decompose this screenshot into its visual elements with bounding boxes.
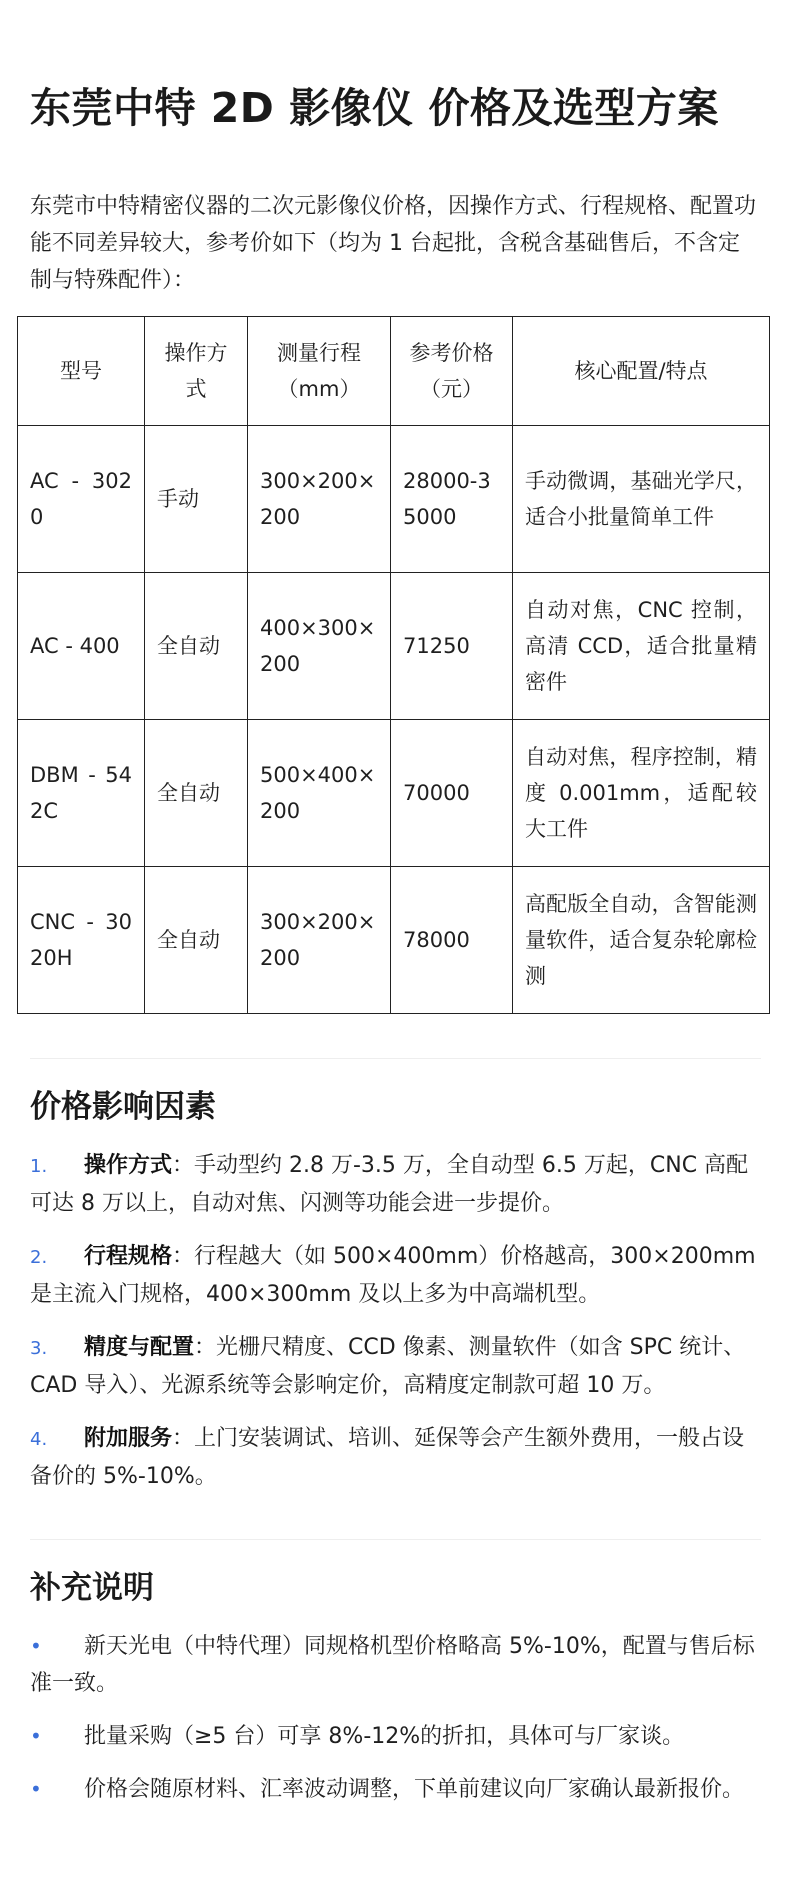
- cell-stroke: 400×300×200: [248, 573, 391, 720]
- section-divider: [30, 1539, 761, 1540]
- header-price: 参考价格（元）: [391, 317, 513, 426]
- intro-paragraph: 东莞市中特精密仪器的二次元影像仪价格，因操作方式、行程规格、配置功能不同差异较大，参考价如下（均为 1 台起批，含税含基础售后，不含定制与特殊配件）：: [30, 194, 757, 293]
- header-model: 型号: [18, 317, 145, 426]
- bullet-icon: •: [30, 1777, 42, 1801]
- cell-mode: 全自动: [145, 867, 248, 1014]
- cell-stroke: 300×200×200: [248, 867, 391, 1014]
- page-title: 东莞中特 2D 影像仪 价格及选型方案: [30, 84, 719, 132]
- header-feature: 核心配置/特点: [513, 317, 770, 426]
- cell-price: 71250: [391, 573, 513, 720]
- list-item: [30, 1147, 761, 1222]
- list-number: 4.: [30, 1429, 48, 1450]
- cell-mode: 全自动: [145, 573, 248, 720]
- header-stroke: 测量行程（mm）: [248, 317, 391, 426]
- cell-model: DBM - 542C: [18, 720, 145, 867]
- cell-price: 70000: [391, 720, 513, 867]
- bullet-icon: •: [30, 1634, 42, 1658]
- factor-term: 行程规格: [84, 1244, 173, 1269]
- list-item: [30, 1238, 761, 1313]
- list-item: [30, 1329, 761, 1404]
- factor-text: ：上门安装调试、培训、延保等会产生额外费用，一般占设备价的 5%-10%。: [30, 1426, 745, 1489]
- list-item: [30, 1628, 761, 1702]
- table-row: [18, 573, 770, 720]
- price-table-wrapper: [17, 316, 769, 1014]
- factors-list: [30, 1147, 761, 1495]
- table-row: [18, 720, 770, 867]
- factor-term: 附加服务: [84, 1426, 173, 1451]
- factor-term: 精度与配置: [84, 1335, 195, 1360]
- factor-term: 操作方式: [84, 1153, 173, 1178]
- list-item: [30, 1420, 761, 1495]
- header-mode: 操作方式: [145, 317, 248, 426]
- cell-feature: 高配版全自动，含智能测量软件，适合复杂轮廓检测: [513, 867, 770, 1014]
- notes-list: [30, 1628, 761, 1808]
- cell-mode: 全自动: [145, 720, 248, 867]
- table-row: [18, 426, 770, 573]
- bullet-icon: •: [30, 1724, 42, 1748]
- list-item: [30, 1718, 761, 1755]
- cell-feature: 自动对焦，CNC 控制，高清 CCD，适合批量精密件: [513, 573, 770, 720]
- cell-model: CNC - 3020H: [18, 867, 145, 1014]
- list-item: [30, 1771, 761, 1808]
- factor-text: ：手动型约 2.8 万-3.5 万，全自动型 6.5 万起，CNC 高配可达 8 万以上，自动对焦、闪测等功能会进一步提价。: [30, 1153, 749, 1216]
- cell-mode: 手动: [145, 426, 248, 573]
- list-number: 3.: [30, 1338, 48, 1359]
- cell-price: 28000-35000: [391, 426, 513, 573]
- cell-feature: 自动对焦，程序控制，精度 0.001mm，适配较大工件: [513, 720, 770, 867]
- cell-stroke: 300×200×200: [248, 426, 391, 573]
- price-table: [17, 316, 770, 1014]
- cell-feature: 手动微调，基础光学尺，适合小批量简单工件: [513, 426, 770, 573]
- note-text: 批量采购（≥5 台）可享 8%-12%的折扣，具体可与厂家谈。: [84, 1724, 685, 1749]
- note-text: 价格会随原材料、汇率波动调整，下单前建议向厂家确认最新报价。: [84, 1777, 745, 1802]
- list-number: 1.: [30, 1156, 48, 1177]
- section-divider: [30, 1058, 761, 1059]
- cell-model: AC - 3020: [18, 426, 145, 573]
- notes-heading: 补充说明: [30, 1570, 154, 1606]
- table-row: [18, 867, 770, 1014]
- factor-text: ：行程越大（如 500×400mm）价格越高，300×200mm 是主流入门规格，400×300mm 及以上多为中高端机型。: [30, 1244, 756, 1307]
- note-text: 新天光电（中特代理）同规格机型价格略高 5%-10%，配置与售后标准一致。: [30, 1634, 755, 1696]
- cell-stroke: 500×400×200: [248, 720, 391, 867]
- list-number: 2.: [30, 1247, 48, 1268]
- table-header-row: [18, 317, 770, 426]
- factor-text: ：光栅尺精度、CCD 像素、测量软件（如含 SPC 统计、CAD 导入）、光源系统等会影响定价，高精度定制款可超 10 万。: [30, 1335, 746, 1398]
- factors-heading: 价格影响因素: [30, 1089, 216, 1125]
- cell-model: AC - 400: [18, 573, 145, 720]
- cell-price: 78000: [391, 867, 513, 1014]
